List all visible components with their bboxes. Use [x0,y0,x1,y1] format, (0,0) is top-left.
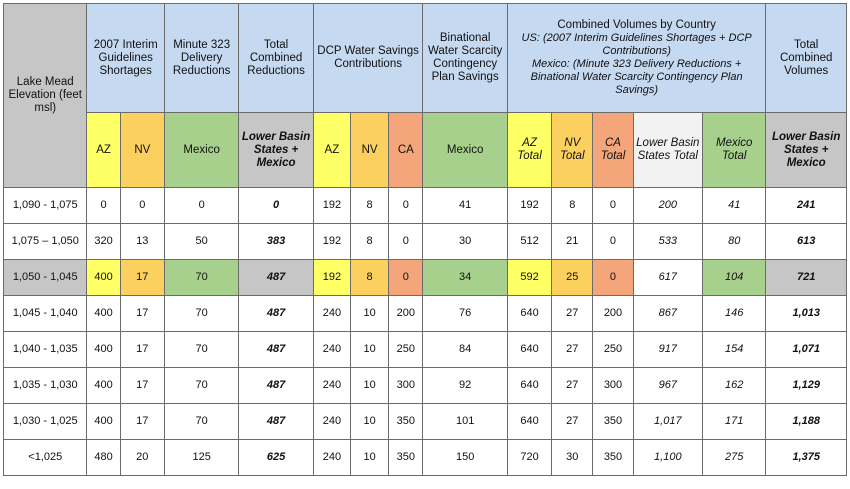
dcp-az-cell: 192 [313,260,350,296]
dcp-nv-cell: 8 [350,260,388,296]
az-total-cell: 512 [507,224,551,260]
nv-shortage-cell: 20 [120,440,164,476]
mexico-total-cell: 146 [703,296,766,332]
combined-us-note: US: (2007 Interim Guidelines Shortages + DCP Contributions) [521,32,752,57]
table-row [4,188,847,224]
grand-total-cell: 1,013 [766,296,847,332]
total-reduction-cell: 487 [239,332,313,368]
elevation-cell: 1,045 - 1,040 [4,296,87,332]
dcp-ca-cell: 0 [389,188,423,224]
mexico-reduction-cell: 70 [164,260,238,296]
binational-mexico-cell: 41 [423,188,507,224]
az-shortage-cell: 480 [87,440,120,476]
nv-total-cell: 27 [552,332,593,368]
total-reductions-header: Total Combined Reductions [239,4,313,113]
mexico-total-cell: 104 [703,260,766,296]
sub-dcp-ca: CA [389,113,423,188]
sub-nv: NV [120,113,164,188]
table-row [4,404,847,440]
binational-mexico-cell: 101 [423,404,507,440]
ca-total-cell: 0 [593,224,633,260]
nv-total-cell: 27 [552,404,593,440]
dcp-header: DCP Water Savings Contributions [313,4,423,113]
nv-total-cell: 8 [552,188,593,224]
sub-bin-mexico: Mexico [423,113,507,188]
dcp-az-cell: 240 [313,296,350,332]
mexico-reduction-cell: 70 [164,296,238,332]
ca-total-cell: 300 [593,368,633,404]
nv-total-cell: 27 [552,368,593,404]
dcp-az-cell: 240 [313,368,350,404]
total-reduction-cell: 487 [239,260,313,296]
dcp-nv-cell: 10 [350,296,388,332]
az-shortage-cell: 320 [87,224,120,260]
ca-total-cell: 200 [593,296,633,332]
combined-mexico-note: Mexico: (Minute 323 Delivery Reductions + Binational Water Scarcity Contingency Plan Savings) [530,58,743,96]
az-shortage-cell: 400 [87,260,120,296]
table-row [4,368,847,404]
mexico-total-cell: 162 [703,368,766,404]
elevation-cell: 1,075 – 1,050 [4,224,87,260]
lower-basin-total-cell: 617 [633,260,702,296]
minute323-header: Minute 323 Delivery Reductions [164,4,238,113]
ca-total-cell: 350 [593,404,633,440]
binational-mexico-cell: 34 [423,260,507,296]
mexico-reduction-cell: 0 [164,188,238,224]
lower-basin-total-cell: 533 [633,224,702,260]
lower-basin-total-cell: 1,017 [633,404,702,440]
az-total-cell: 592 [507,260,551,296]
grand-total-cell: 1,375 [766,440,847,476]
elevation-cell: 1,040 - 1,035 [4,332,87,368]
mexico-reduction-cell: 125 [164,440,238,476]
sub-az: AZ [87,113,120,188]
nv-total-cell: 27 [552,296,593,332]
az-shortage-cell: 400 [87,368,120,404]
elevation-cell: 1,050 - 1,045 [4,260,87,296]
dcp-ca-cell: 350 [389,404,423,440]
mexico-reduction-cell: 70 [164,368,238,404]
table-row [4,296,847,332]
dcp-az-cell: 240 [313,440,350,476]
az-shortage-cell: 400 [87,332,120,368]
total-volumes-header: Total Combined Volumes [766,4,847,113]
dcp-az-cell: 240 [313,332,350,368]
total-reduction-cell: 625 [239,440,313,476]
nv-shortage-cell: 17 [120,260,164,296]
sub-grand-total: Lower Basin States + Mexico [766,113,847,188]
mexico-total-cell: 80 [703,224,766,260]
az-shortage-cell: 0 [87,188,120,224]
sub-ca-total: CA Total [593,113,633,188]
nv-shortage-cell: 17 [120,368,164,404]
elevation-header: Lake Mead Elevation (feet msl) [4,4,87,188]
sub-nv-total: NV Total [552,113,593,188]
az-total-cell: 192 [507,188,551,224]
total-reduction-cell: 487 [239,404,313,440]
elevation-cell: <1,025 [4,440,87,476]
elevation-cell: 1,035 - 1,030 [4,368,87,404]
table-row [4,224,847,260]
sub-dcp-az: AZ [313,113,350,188]
binational-mexico-cell: 84 [423,332,507,368]
header-row-2 [4,113,847,188]
lower-basin-total-cell: 867 [633,296,702,332]
sub-dcp-nv: NV [350,113,388,188]
dcp-ca-cell: 0 [389,260,423,296]
dcp-az-cell: 192 [313,188,350,224]
elevation-cell: 1,090 - 1,075 [4,188,87,224]
total-reduction-cell: 487 [239,368,313,404]
sub-az-total: AZ Total [507,113,551,188]
az-shortage-cell: 400 [87,296,120,332]
binational-header: Binational Water Scarcity Contingency Plan Savings [423,4,507,113]
az-shortage-cell: 400 [87,404,120,440]
sub-mexico-total: Mexico Total [703,113,766,188]
dcp-nv-cell: 10 [350,368,388,404]
dcp-nv-cell: 10 [350,404,388,440]
table-row [4,332,847,368]
az-total-cell: 640 [507,368,551,404]
nv-total-cell: 21 [552,224,593,260]
dcp-az-cell: 192 [313,224,350,260]
nv-shortage-cell: 17 [120,404,164,440]
ca-total-cell: 0 [593,188,633,224]
total-reduction-cell: 0 [239,188,313,224]
dcp-nv-cell: 10 [350,332,388,368]
lower-basin-total-cell: 917 [633,332,702,368]
grand-total-cell: 241 [766,188,847,224]
dcp-nv-cell: 8 [350,188,388,224]
nv-shortage-cell: 17 [120,332,164,368]
nv-shortage-cell: 17 [120,296,164,332]
combined-header [507,4,766,113]
dcp-ca-cell: 200 [389,296,423,332]
ca-total-cell: 350 [593,440,633,476]
elevation-cell: 1,030 - 1,025 [4,404,87,440]
binational-mexico-cell: 76 [423,296,507,332]
nv-shortage-cell: 13 [120,224,164,260]
dcp-ca-cell: 300 [389,368,423,404]
mexico-reduction-cell: 50 [164,224,238,260]
lower-basin-total-cell: 1,100 [633,440,702,476]
mexico-total-cell: 154 [703,332,766,368]
dcp-ca-cell: 0 [389,224,423,260]
shortage-table [3,3,847,476]
lower-basin-total-cell: 967 [633,368,702,404]
binational-mexico-cell: 30 [423,224,507,260]
grand-total-cell: 721 [766,260,847,296]
total-reduction-cell: 487 [239,296,313,332]
ca-total-cell: 250 [593,332,633,368]
nv-total-cell: 30 [552,440,593,476]
interim-header: 2007 Interim Guidelines Shortages [87,4,164,113]
dcp-nv-cell: 8 [350,224,388,260]
az-total-cell: 720 [507,440,551,476]
sub-mexico: Mexico [164,113,238,188]
grand-total-cell: 1,071 [766,332,847,368]
grand-total-cell: 613 [766,224,847,260]
binational-mexico-cell: 150 [423,440,507,476]
nv-shortage-cell: 0 [120,188,164,224]
total-reduction-cell: 383 [239,224,313,260]
table-row [4,260,847,296]
binational-mexico-cell: 92 [423,368,507,404]
az-total-cell: 640 [507,296,551,332]
header-row-1 [4,4,847,113]
az-total-cell: 640 [507,404,551,440]
dcp-ca-cell: 250 [389,332,423,368]
ca-total-cell: 0 [593,260,633,296]
mexico-reduction-cell: 70 [164,404,238,440]
sub-lower-basin-mexico: Lower Basin States + Mexico [239,113,313,188]
table-row [4,440,847,476]
dcp-az-cell: 240 [313,404,350,440]
mexico-reduction-cell: 70 [164,332,238,368]
grand-total-cell: 1,188 [766,404,847,440]
combined-title: Combined Volumes by Country [557,19,716,31]
dcp-nv-cell: 10 [350,440,388,476]
grand-total-cell: 1,129 [766,368,847,404]
sub-lower-basin-total: Lower Basin States Total [633,113,702,188]
mexico-total-cell: 275 [703,440,766,476]
mexico-total-cell: 41 [703,188,766,224]
mexico-total-cell: 171 [703,404,766,440]
lower-basin-total-cell: 200 [633,188,702,224]
nv-total-cell: 25 [552,260,593,296]
dcp-ca-cell: 350 [389,440,423,476]
az-total-cell: 640 [507,332,551,368]
